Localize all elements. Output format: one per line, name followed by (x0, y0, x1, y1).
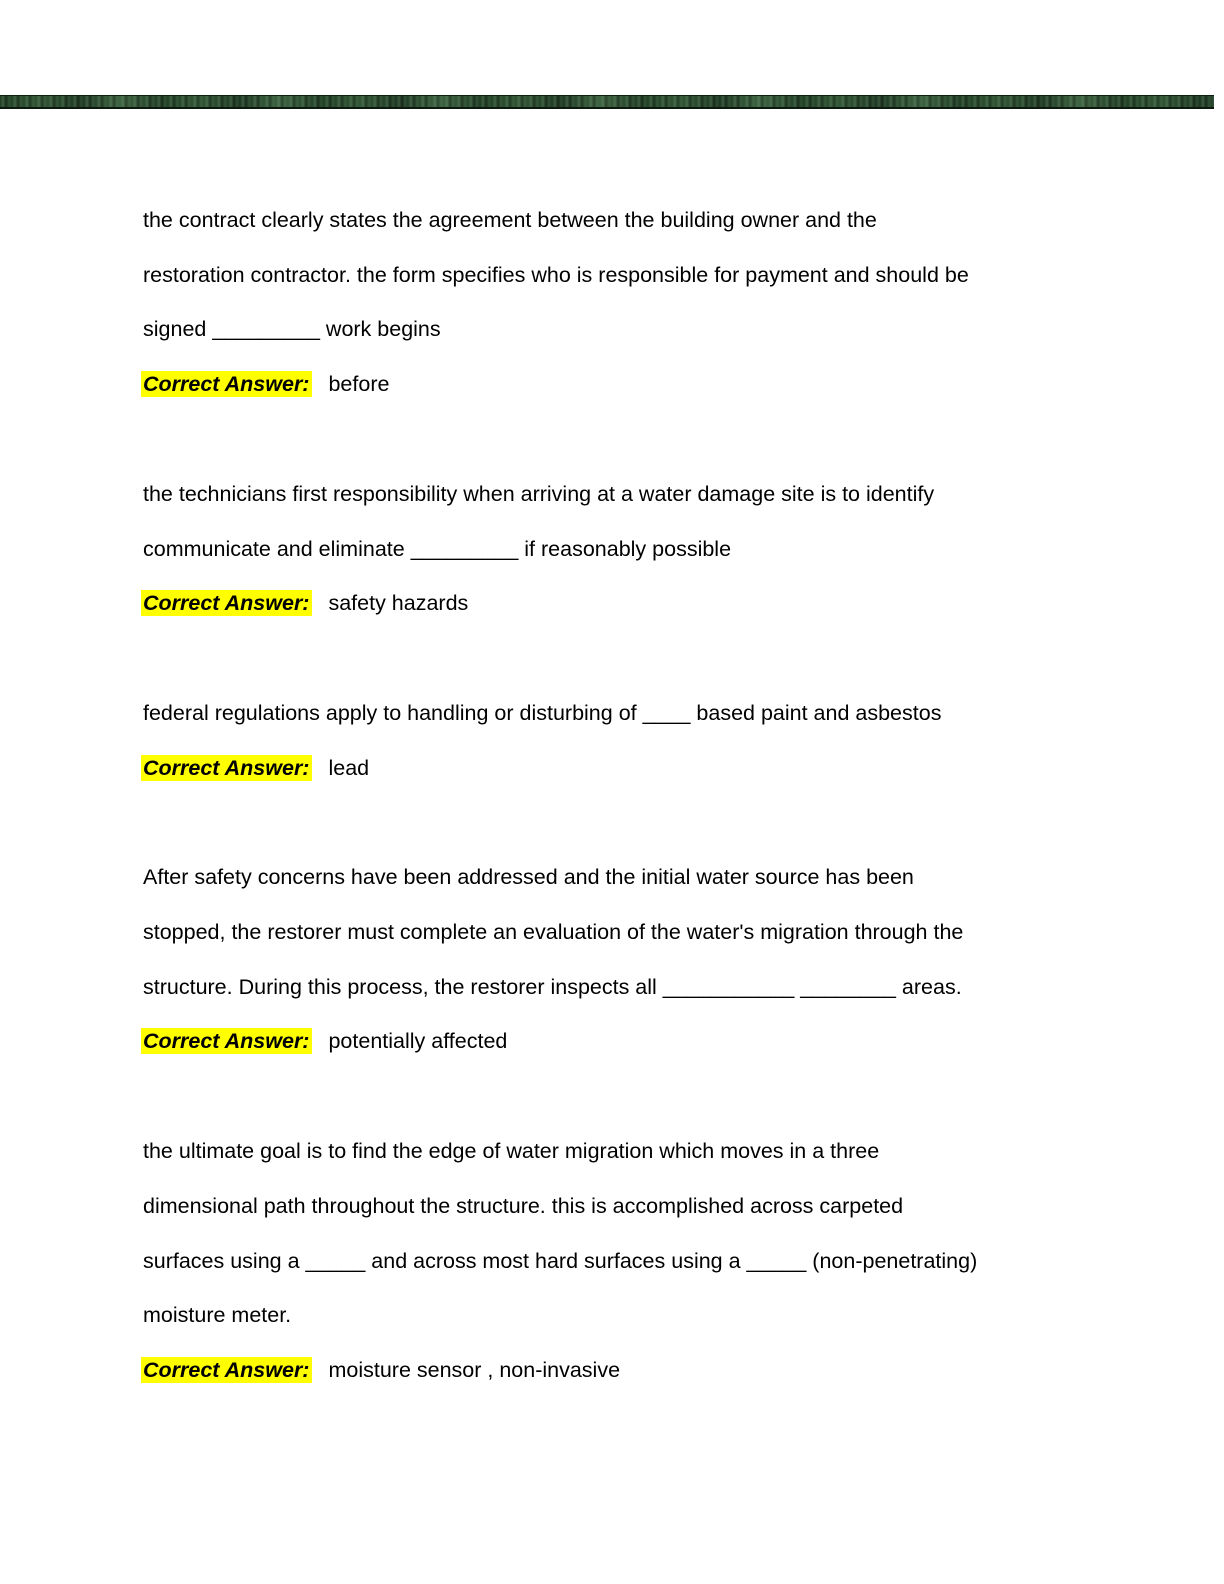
question-line: federal regulations apply to handling or disturbing of ____ based paint and asbestos (143, 700, 942, 725)
correct-answer-label: Correct Answer: (141, 1028, 312, 1054)
qa-item-4 (143, 850, 1083, 1069)
answer-row (143, 1014, 1083, 1069)
answer-row (143, 357, 1083, 412)
answer-text: safety hazards (328, 591, 469, 616)
correct-answer-label: Correct Answer: (141, 755, 312, 781)
qa-item-2 (143, 467, 1083, 631)
answer-row (143, 741, 1083, 796)
header-decorative-bar (0, 95, 1214, 109)
answer-row (143, 1343, 1083, 1398)
answer-text: moisture sensor , non-invasive (328, 1357, 621, 1382)
question-line: the ultimate goal is to find the edge of water migration which moves in a three (143, 1139, 880, 1164)
qa-item-5 (143, 1124, 1083, 1398)
answer-text: before (328, 372, 390, 397)
qa-item-3 (143, 686, 1083, 795)
question-line: moisture meter. (143, 1303, 292, 1328)
qa-item-1 (143, 193, 1083, 412)
flashcard-list (143, 193, 1083, 1453)
question-line: surfaces using a _____ and across most hard surfaces using a _____ (non-penetrating) (143, 1248, 978, 1273)
question-line: the technicians first responsibility when arriving at a water damage site is to identify (143, 481, 935, 506)
answer-row (143, 576, 1083, 631)
question-line: signed _________ work begins (143, 317, 441, 342)
question-line: the contract clearly states the agreement between the building owner and the (143, 208, 877, 232)
answer-text: potentially affected (328, 1029, 508, 1054)
correct-answer-label: Correct Answer: (141, 371, 312, 397)
question-line: After safety concerns have been addressed and the initial water source has been (143, 865, 914, 890)
question-line: restoration contractor. the form specifies who is responsible for payment and should be (143, 262, 969, 287)
question-line: dimensional path throughout the structure. this is accomplished across carpeted (143, 1193, 904, 1218)
question-line: stopped, the restorer must complete an evaluation of the water's migration through the (143, 920, 964, 945)
correct-answer-label: Correct Answer: (141, 1357, 312, 1383)
question-line: communicate and eliminate _________ if reasonably possible (143, 536, 732, 561)
answer-text: lead (328, 755, 370, 780)
question-line: structure. During this process, the restorer inspects all ___________ ________ areas. (143, 974, 962, 999)
correct-answer-label: Correct Answer: (141, 590, 312, 616)
